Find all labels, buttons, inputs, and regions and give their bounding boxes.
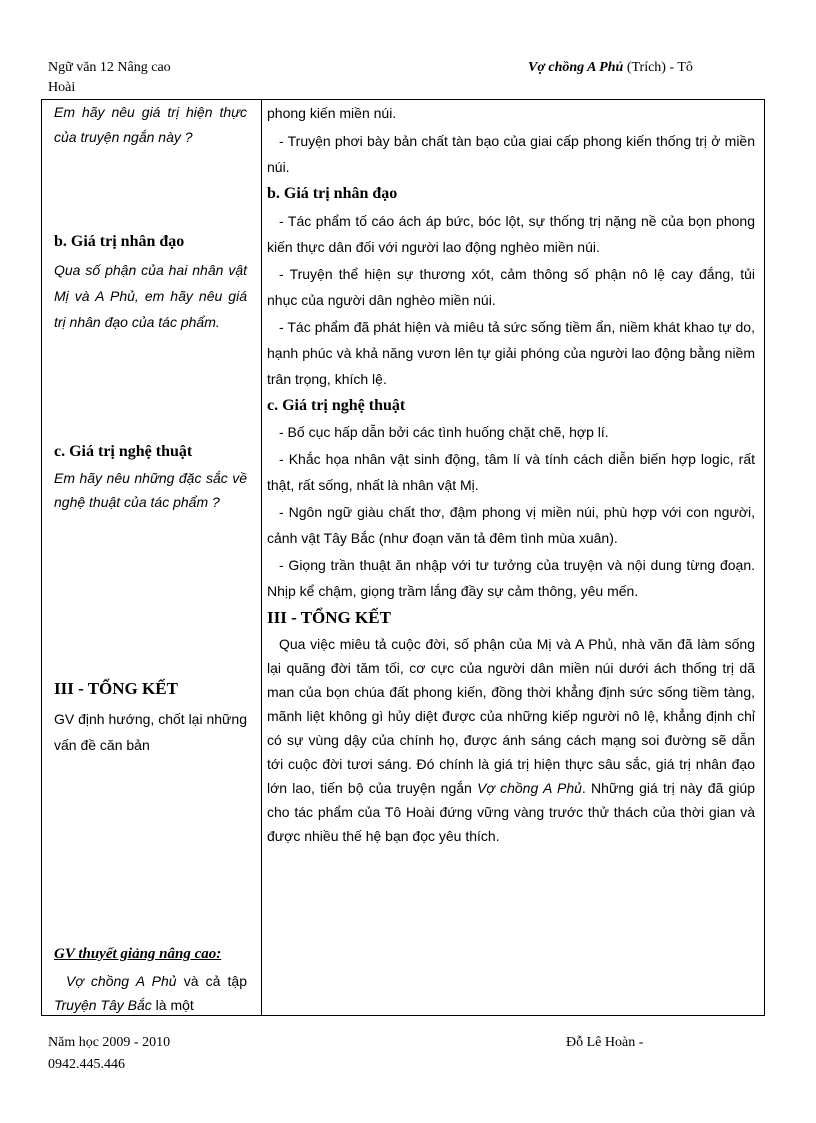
lecture-collection-title: Truyện Tây Bắc	[54, 997, 152, 1013]
question-realism: Em hãy nêu giá trị hiện thực của truyện ngắn này ?	[54, 104, 247, 145]
question-art: Em hãy nêu những đặc sắc về nghệ thuật của tác phẩm ?	[54, 470, 247, 510]
art-point-2: - Khắc họa nhân vật sinh động, tâm lí và tính cách diễn biến hợp logic, rất thật, rất sống, nhất là nhân vật Mị.	[267, 451, 755, 493]
header-subject	[48, 58, 348, 98]
realism-continuation: phong kiến miền núi.	[267, 105, 397, 121]
left-heading-summary: III - TỔNG KẾT	[54, 679, 178, 698]
lecture-heading-text: GV thuyết giảng nâng cao:	[54, 946, 222, 962]
question-humanitarian: Qua số phận của hai nhân vật Mị và A Phủ, em hãy nêu giá trị nhân đạo của tác phẩm.	[54, 262, 247, 330]
content-body	[262, 100, 764, 848]
summary-text-1: Qua việc miêu tả cuộc đời, số phận của Mị và A Phủ, nhà văn đã làm sống lại quãng đời tăm tối, cơ cực của người dân miền núi dưới ách thống trị dã man của bọn chúa đất phong kiến, đồng thời khẳng định sức sống tiềm tàng, mãnh liệt không gì hủy diệt được của những kiếp người nô lệ, khẳng định chỉ có sự vùng dậy của chính họ, được ánh sáng cách mạng soi đường sẽ dẫn tới cuộc đời tươi sáng. Đó chính là giá trị hiện thực sâu sắc, giá trị nhân đạo lớn lao, tiến bộ của truyện ngắn	[267, 636, 755, 796]
header-work-title: Vợ chồng A Phủ	[528, 60, 624, 75]
lecture-heading	[48, 940, 254, 967]
humanitarian-point-2: - Truyện thể hiện sự thương xót, cảm thông số phận nô lệ cay đắng, tủi nhục của người dân nghèo miền núi.	[267, 266, 755, 308]
realism-point-1: - Truyện phơi bày bản chất tàn bạo của giai cấp phong kiến thống trị ở miền núi.	[267, 133, 755, 175]
lecture-text-part1: và cả tập	[176, 973, 248, 989]
summary-text-2: . Những giá trị này đã giúp cho tác phẩm của Tô Hoài đứng vững vàng trước thử thách của thời gian và được nhiều thế hệ bạn đọc yêu thích.	[267, 780, 756, 844]
art-point-1: - Bố cục hấp dẫn bởi các tình huống chặt chẽ, hợp lí.	[279, 424, 609, 440]
header-work-note: (Trích) - Tô	[623, 60, 693, 75]
content-heading-summary: III - TỔNG KẾT	[267, 608, 391, 627]
header-title	[528, 58, 693, 78]
teacher-activity-column	[42, 100, 262, 1016]
lecture-text	[48, 969, 254, 1017]
humanitarian-point-1: - Tác phẩm tố cáo ách áp bức, bóc lột, sự thống trị nặng nề của bọn phong kiến thực dân đối với người lao động nghèo miền núi.	[267, 213, 755, 255]
art-point-4: - Giọng trần thuật ăn nhập với tư tưởng của truyện và nội dung từng đoạn. Nhịp kể chậm, giọng trầm lắng đầy sự cảm thông, yêu mến.	[267, 557, 755, 599]
content-column	[262, 100, 765, 1016]
left-heading-humanitarian: b. Giá trị nhân đạo	[54, 233, 185, 250]
content-heading-humanitarian: b. Giá trị nhân đạo	[267, 185, 398, 202]
footer-year: Năm học 2009 - 2010	[48, 1035, 171, 1050]
footer-school-year	[48, 1032, 308, 1076]
art-point-3: - Ngôn ngữ giàu chất thơ, đậm phong vị miền núi, phù hợp với con người, cảnh vật Tây Bắc (như đoạn văn tả đêm tình mùa xuân).	[267, 504, 755, 546]
lecture-work-title: Vợ chồng A Phủ	[66, 973, 177, 989]
footer-author: Đỗ Lê Hoàn -	[566, 1035, 644, 1050]
content-heading-art: c. Giá trị nghệ thuật	[267, 397, 406, 414]
humanitarian-point-3: - Tác phẩm đã phát hiện và miêu tả sức sống tiềm ẩn, niềm khát khao tự do, hạnh phúc và khả năng vươn lên tự giải phóng của người lao động bằng niềm trân trọng, khích lệ.	[267, 319, 755, 387]
footer-phone: 0942.445.446	[48, 1057, 125, 1072]
summary-paragraph	[267, 632, 755, 848]
header-author-wrap: Hoài	[48, 80, 76, 95]
lecture-text-part2: là một	[151, 997, 194, 1013]
summary-work-title: Vợ chồng A Phủ	[477, 780, 582, 796]
lesson-table	[41, 99, 765, 1016]
header-subject-text: Ngữ văn 12 Nâng cao	[48, 60, 171, 75]
left-heading-art: c. Giá trị nghệ thuật	[54, 443, 193, 460]
summary-instruction: GV định hướng, chốt lại những vấn đề căn bản	[54, 711, 247, 753]
